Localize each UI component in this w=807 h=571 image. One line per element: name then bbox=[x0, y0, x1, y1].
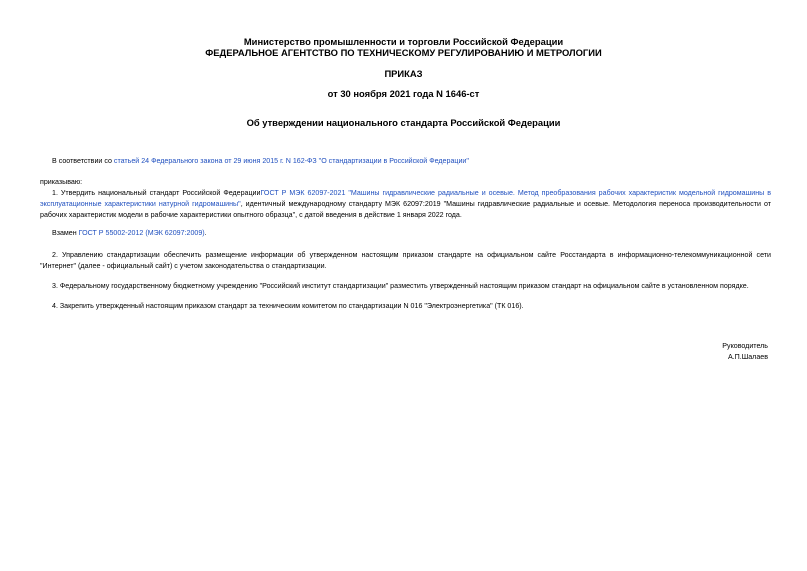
document-type: ПРИКАЗ bbox=[384, 68, 423, 79]
intro-paragraph bbox=[52, 156, 772, 167]
signatory-position: Руководитель bbox=[722, 342, 768, 350]
gost-62097-2021-link[interactable]: ГОСТ Р МЭК 62097-2021 "Машины гидравлические радиальные и осевые. Метод преобразования рабочих характеристик модельной гидромашины в эксплуатационные характеристики натурной гидромашины" bbox=[40, 189, 771, 208]
item-3-paragraph: 3. Федеральному государственному бюджетному учреждению "Российский институт стандартизации" разместить утвержденный настоящим приказом стандарт на официальном сайте в установленном порядке. bbox=[52, 282, 749, 290]
document-date-number: от 30 ноября 2021 года N 1646-ст bbox=[327, 88, 480, 99]
replacement-suffix: . bbox=[204, 229, 207, 237]
order-word: приказываю: bbox=[40, 178, 83, 186]
federal-law-link[interactable]: статьей 24 Федерального закона от 29 июня 2015 г. N 162-ФЗ "О стандартизации в Российской Федерации" bbox=[113, 157, 469, 165]
intro-prefix: В соответствии со bbox=[52, 157, 114, 165]
agency-heading: ФЕДЕРАЛЬНОЕ АГЕНТСТВО ПО ТЕХНИЧЕСКОМУ РЕГУЛИРОВАНИЮ И МЕТРОЛОГИИ bbox=[205, 47, 602, 58]
item-1-prefix: 1. Утвердить национальный стандарт Российской Федерации bbox=[52, 189, 261, 197]
item-1-suffix: , идентичный международному стандарту МЭК 62097:2019 "Машины гидравлические радиальные и осевые. Методология переноса производительности от рабочих характеристик модели в рабочие характеристики опытного образца", с датой введения в действие 1 января 2022 года. bbox=[40, 200, 771, 219]
replacement-paragraph bbox=[52, 228, 207, 239]
signatory-name: А.П.Шалаев bbox=[727, 353, 768, 361]
replacement-prefix: Взамен bbox=[52, 229, 79, 237]
item-4-paragraph: 4. Закрепить утвержденный настоящим приказом стандарт за техническим комитетом по стандартизации N 016 "Электроэнергетика" (ТК 016). bbox=[52, 302, 524, 310]
gost-55002-2012-link[interactable]: ГОСТ Р 55002-2012 (МЭК 62097:2009) bbox=[78, 229, 205, 237]
item-1-paragraph bbox=[40, 188, 771, 221]
ministry-heading: Министерство промышленности и торговли Российской Федерации bbox=[243, 36, 564, 47]
item-2-paragraph: 2. Управлению стандартизации обеспечить размещение информации об утвержденном настоящим приказом стандарте на официальном сайте Росстандарта в информационно-телекоммуникационной сети "Интернет" (далее - официальный сайт) с учетом законодательства о стандартизации. bbox=[40, 251, 771, 270]
document-title: Об утверждении национального стандарта Российской Федерации bbox=[246, 117, 561, 128]
